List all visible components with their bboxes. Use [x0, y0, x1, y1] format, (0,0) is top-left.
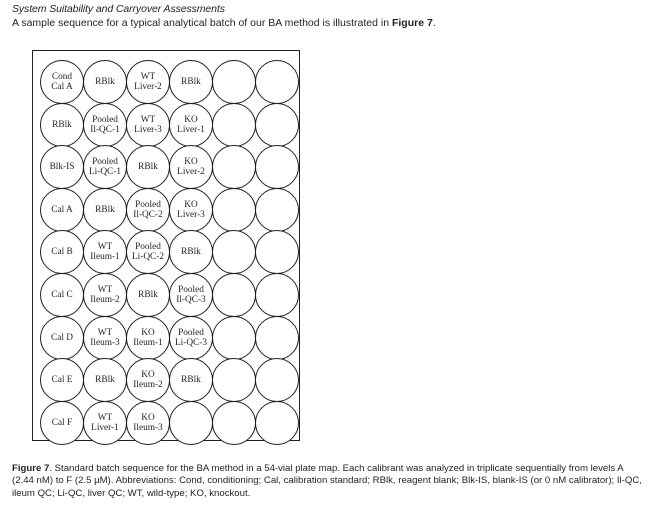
well-r8-c5 — [212, 358, 256, 402]
well-r5-c1: Cal B — [40, 230, 84, 274]
well-r7-c1: Cal D — [40, 316, 84, 360]
well-r4-c4: KO Liver-3 — [169, 188, 213, 232]
well-r8-c4: RBlk — [169, 358, 213, 402]
well-r9-c1: Cal F — [40, 401, 84, 445]
well-r8-c2: RBlk — [83, 358, 127, 402]
well-r3-c2: Pooled Li-QC-1 — [83, 145, 127, 189]
well-r7-c2: WT Ileum-3 — [83, 316, 127, 360]
well-r3-c3: RBlk — [126, 145, 170, 189]
figure-reference: Figure 7 — [391, 17, 433, 29]
well-r6-c1: Cal C — [40, 273, 84, 317]
well-r9-c3: KO Ileum-3 — [126, 401, 170, 445]
well-r5-c2: WT Ileum-1 — [83, 230, 127, 274]
well-r1-c5 — [212, 60, 256, 104]
well-r5-c3: Pooled Li-QC-2 — [126, 230, 170, 274]
well-r2-c5 — [212, 103, 256, 147]
well-r3-c6 — [255, 145, 299, 189]
well-r8-c6 — [255, 358, 299, 402]
well-r7-c3: KO Ileum-1 — [126, 316, 170, 360]
caption-label: Figure 7 — [12, 463, 50, 474]
well-r6-c6 — [255, 273, 299, 317]
well-r5-c5 — [212, 230, 256, 274]
well-r8-c1: Cal E — [40, 358, 84, 402]
well-r8-c3: KO Ileum-2 — [126, 358, 170, 402]
plate-map — [32, 50, 300, 441]
well-r1-c2: RBlk — [83, 60, 127, 104]
well-r2-c3: WT Liver-3 — [126, 103, 170, 147]
well-r4-c6 — [255, 188, 299, 232]
well-r3-c5 — [212, 145, 256, 189]
well-r4-c2: RBlk — [83, 188, 127, 232]
well-r4-c1: Cal A — [40, 188, 84, 232]
well-r1-c6 — [255, 60, 299, 104]
well-r2-c2: Pooled Il-QC-1 — [83, 103, 127, 147]
well-r6-c3: RBlk — [126, 273, 170, 317]
well-r6-c2: WT Ileum-2 — [83, 273, 127, 317]
well-r2-c6 — [255, 103, 299, 147]
well-r2-c1: RBlk — [40, 103, 84, 147]
well-r1-c3: WT Liver-2 — [126, 60, 170, 104]
well-r9-c6 — [255, 401, 299, 445]
well-r4-c5 — [212, 188, 256, 232]
well-r5-c4: RBlk — [169, 230, 213, 274]
well-r5-c6 — [255, 230, 299, 274]
well-r2-c4: KO Liver-1 — [169, 103, 213, 147]
well-r9-c4 — [169, 401, 213, 445]
intro-text: A sample sequence for a typical analytical batch of our BA method is illustrated in — [12, 17, 392, 29]
well-r9-c2: WT Liver-1 — [83, 401, 127, 445]
well-r1-c4: RBlk — [169, 60, 213, 104]
intro-paragraph — [12, 17, 436, 29]
figure-caption — [12, 463, 642, 500]
well-r1-c1: Cond Cal A — [40, 60, 84, 104]
well-r4-c3: Pooled Il-QC-2 — [126, 188, 170, 232]
well-r7-c6 — [255, 316, 299, 360]
well-r7-c5 — [212, 316, 256, 360]
well-r6-c5 — [212, 273, 256, 317]
section-title: System Suitability and Carryover Assessments — [12, 3, 225, 15]
well-r7-c4: Pooled Li-QC-3 — [169, 316, 213, 360]
well-r6-c4: Pooled Il-QC-3 — [169, 273, 213, 317]
intro-end: . — [432, 17, 436, 29]
caption-text: . Standard batch sequence for the BA method in a 54-vial plate map. Each calibrant was analyzed in triplicate sequentially from levels A (2.44 nM) to F (2.5 µM). Abbreviations: Cond, conditioning; Cal, calibration standard; RBlk, reagent blank; Blk-IS, blank-IS (or 0 nM calibrator); Il-QC, ileum QC; Li-QC, liver QC; WT, wild-type; KO, knockout. — [12, 463, 642, 499]
well-r3-c1: Blk-IS — [40, 145, 84, 189]
well-r3-c4: KO Liver-2 — [169, 145, 213, 189]
well-r9-c5 — [212, 401, 256, 445]
